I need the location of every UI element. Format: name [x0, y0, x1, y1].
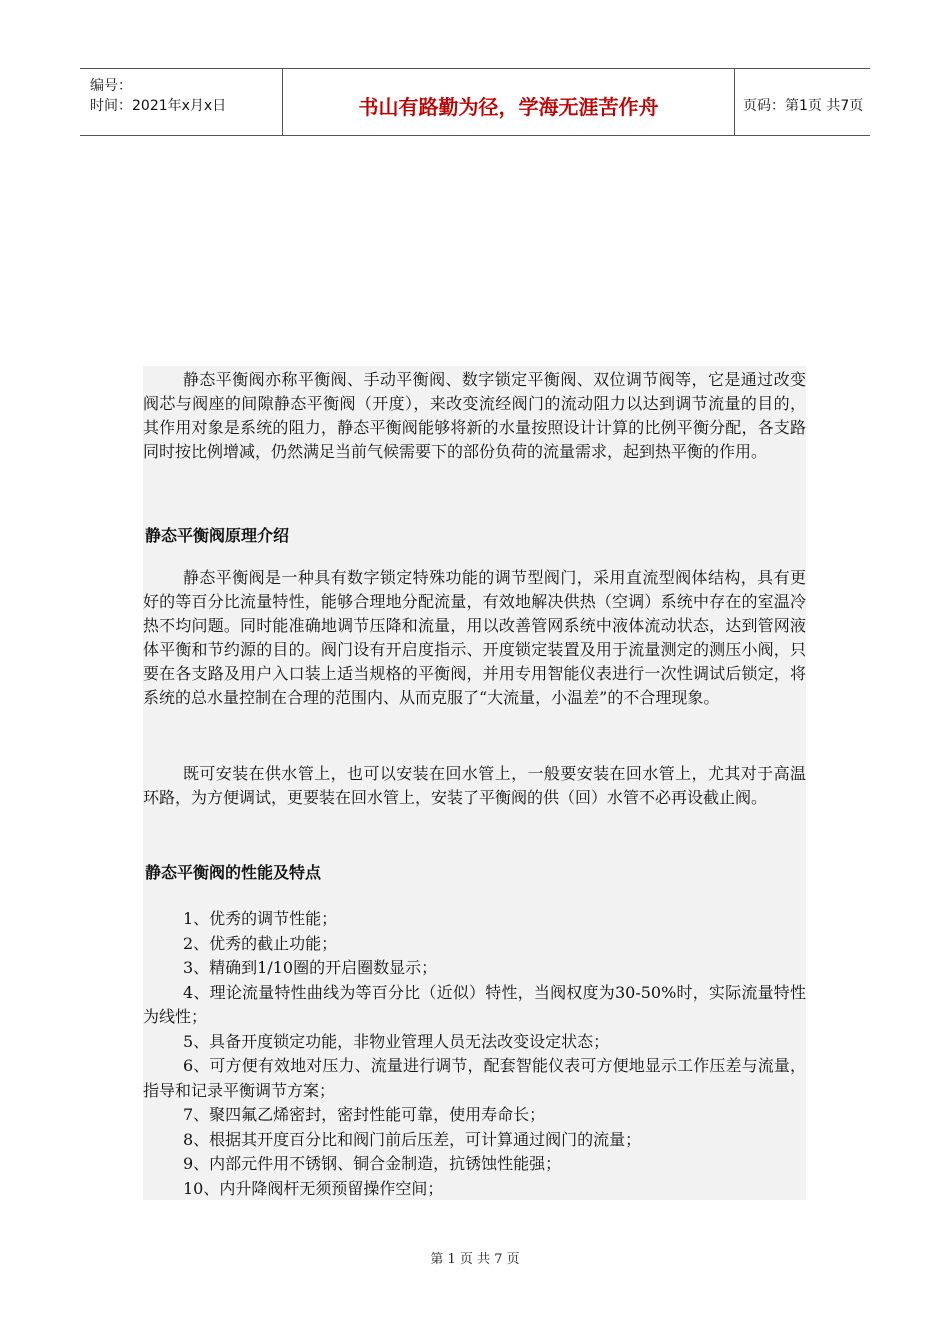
intro-paragraph: 静态平衡阀亦称平衡阀、手动平衡阀、数字锁定平衡阀、双位调节阀等，它是通过改变阀芯与阀座的间隙静态平衡阀（开度），来改变流经阀门的流动阻力以达到调节流量的目的，其作用对象是系统的阻力，静态平衡阀能够将新的水量按照设计计算的比例平衡分配，各支路同时按比例增减，仍然满足当前气候需要下的部份负荷的流量需求，起到热平衡的作用。 — [143, 370, 806, 461]
feature-item: 1、优秀的调节性能； — [183, 909, 338, 928]
feature-item: 10、内升降阀杆无须预留操作空间； — [183, 1178, 444, 1198]
time-label: 时间：2021年x月x日 — [90, 98, 227, 114]
header-right-cell — [735, 69, 870, 135]
feature-item: 8、根据其开度百分比和阀门前后压差，可计算通过阀门的流量； — [183, 1129, 642, 1149]
feature-item: 9、内部元件用不锈钢、铜合金制造，抗锈蚀性能强； — [183, 1154, 562, 1173]
feature-item: 6、可方便有效地对压力、流量进行调节，配套智能仪表可方便地显示工作压差与流量，指导和记录平衡调节方案； — [143, 1056, 806, 1100]
serial-number-label: 编号： — [90, 78, 132, 94]
section-heading-features: 静态平衡阀的性能及特点 — [145, 863, 322, 882]
section-heading-principle: 静态平衡阀原理介绍 — [145, 526, 290, 545]
header-motto-cell — [283, 69, 735, 135]
document-body — [143, 366, 806, 1200]
feature-item: 7、聚四氟乙烯密封，密封性能可靠，使用寿命长； — [183, 1105, 546, 1124]
page-number-label: 页码：第1页 共7页 — [743, 98, 864, 114]
page-header — [80, 68, 870, 136]
feature-item: 5、具备开度锁定功能，非物业管理人员无法改变设定状态； — [183, 1031, 610, 1051]
motto-text: 书山有路勤为径，学海无涯苦作舟 — [358, 95, 659, 119]
feature-item: 3、精确到1/10圈的开启圈数显示； — [183, 958, 438, 977]
page-footer: 第 1 页 共 7 页 — [430, 1252, 520, 1267]
principle-paragraph: 静态平衡阀是一种具有数字锁定特殊功能的调节型阀门，采用直流型阀体结构，具有更好的等百分比流量特性，能够合理地分配流量，有效地解决供热（空调）系统中存在的室温冷热不均问题。同时能准确地调节压降和流量，用以改善管网系统中液体流动状态，达到管网液体平衡和节约源的目的。阀门设有开启度指示、开度锁定装置及用于流量测定的测压小阀，只要在各支路及用户入口装上适当规格的平衡阀，并用专用智能仪表进行一次性调试后锁定，将系统的总水量控制在合理的范围内、从而克服了“大流量，小温差”的不合理现象。 — [143, 568, 806, 707]
feature-list — [143, 907, 806, 1201]
feature-item: 4、理论流量特性曲线为等百分比（近似）特性，当阀权度为30-50%时，实际流量特性为线性； — [143, 982, 806, 1026]
installation-paragraph: 既可安装在供水管上，也可以安装在回水管上，一般要安装在回水管上，尤其对于高温环路，为方便调试，更要装在回水管上，安装了平衡阀的供（回）水管不必再设截止阀。 — [143, 764, 806, 807]
feature-item: 2、优秀的截止功能； — [183, 933, 338, 953]
header-left-cell — [80, 69, 283, 135]
